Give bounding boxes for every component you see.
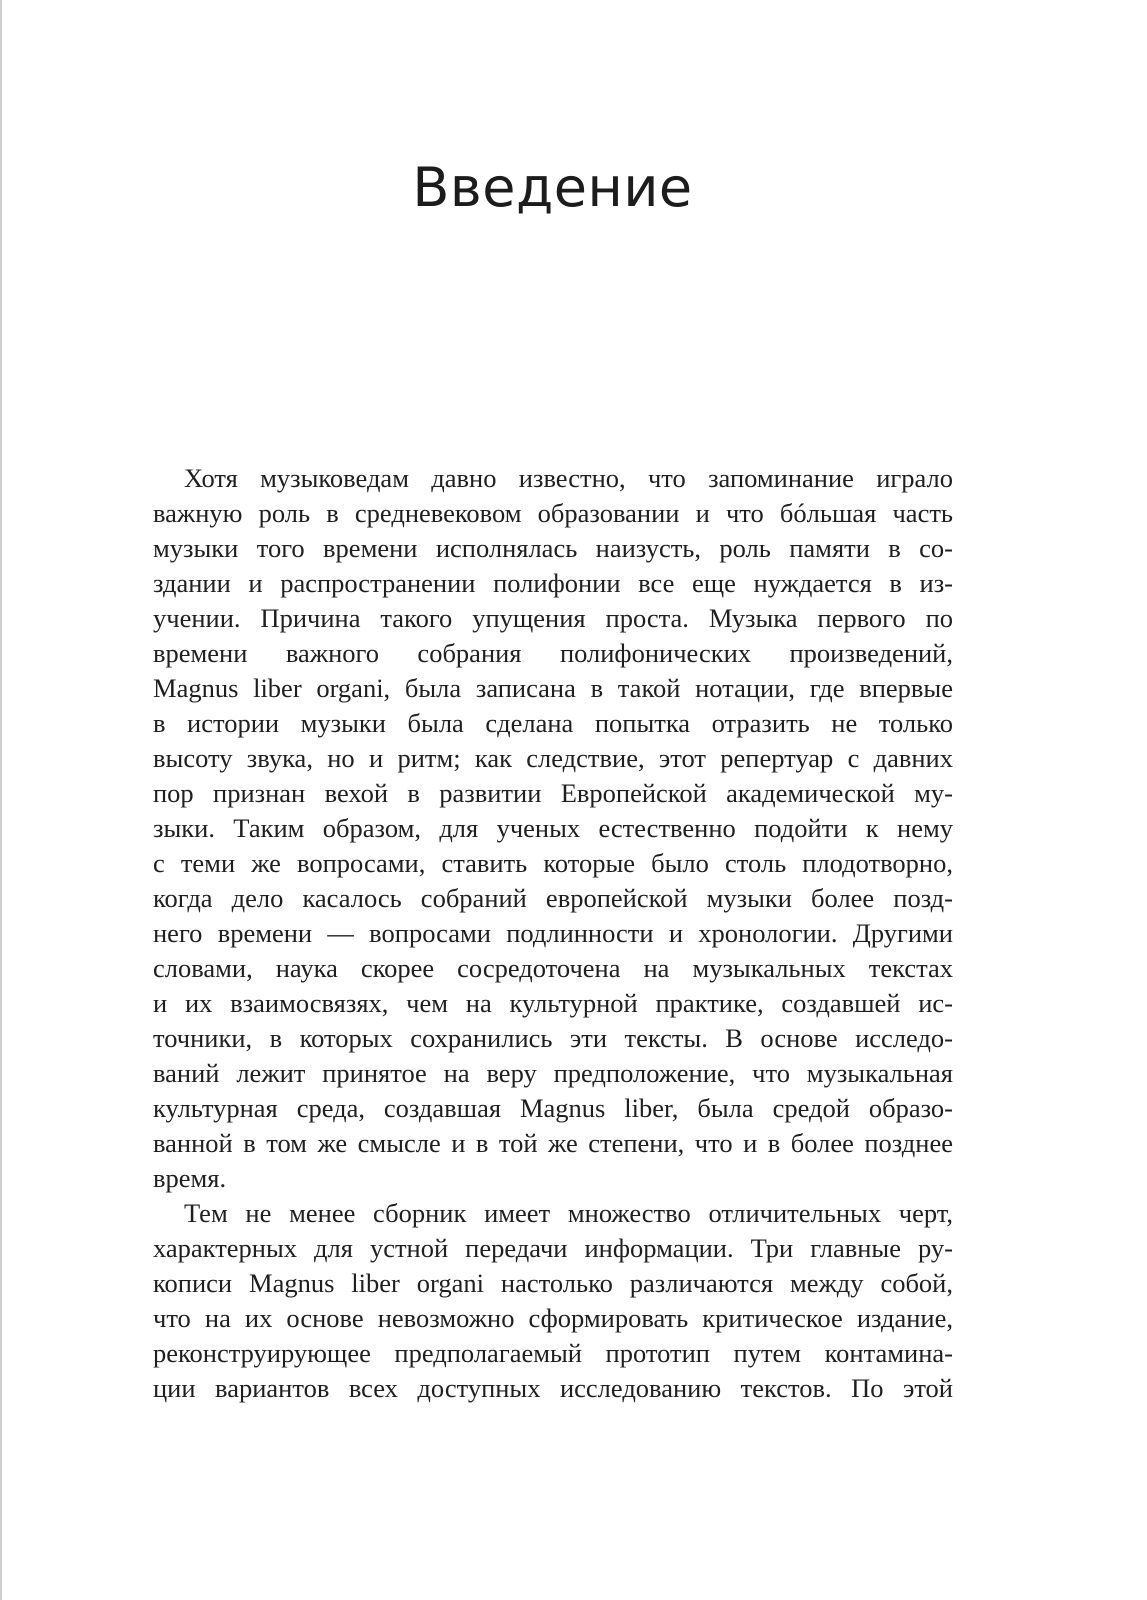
- text-line: что на их основе невозможно сформировать критическое издание,: [153, 1303, 953, 1333]
- text-line: пор признан вехой в развитии Европейской академической му-: [153, 778, 953, 808]
- text-line: времени важного собрания полифонических произведений,: [153, 638, 953, 668]
- text-line: музыки того времени исполнялась наизусть, роль памяти в со-: [153, 533, 953, 563]
- text-line: него времени — вопросами подлинности и хронологии. Другими: [153, 918, 953, 948]
- text-line: словами, наука скорее сосредоточена на музыкальных текстах: [153, 953, 953, 983]
- text-line: точники, в которых сохранились эти тексты. В основе исследо-: [153, 1023, 953, 1053]
- text-line: и их взаимосвязях, чем на культурной практике, создавшей ис-: [153, 988, 953, 1018]
- text-line: время.: [153, 1163, 227, 1193]
- paragraph-1: [153, 461, 953, 1196]
- text-line: культурная среда, создавшая Magnus liber, была средой образо-: [153, 1093, 953, 1123]
- page-edge-divider: [0, 0, 2, 1600]
- text-line: Magnus liber organi, была записана в такой нотации, где впервые: [153, 673, 953, 703]
- chapter-title: Введение: [412, 156, 693, 219]
- text-line: Хотя музыковедам давно известно, что запоминание играло: [184, 463, 953, 493]
- text-line: Тем не менее сборник имеет множество отличительных черт,: [184, 1198, 953, 1228]
- text-line: зыки. Таким образом, для ученых естественно подойти к нему: [153, 813, 953, 843]
- text-line: ваний лежит принятое на веру предположение, что музыкальная: [153, 1058, 953, 1088]
- text-line: когда дело касалось собраний европейской музыки более позд-: [153, 883, 953, 913]
- text-line: характерных для устной передачи информации. Три главные ру-: [153, 1233, 953, 1263]
- text-line: реконструирующее предполагаемый прототип путем контамина-: [153, 1338, 953, 1368]
- text-line: важную роль в средневековом образовании и что бóльшая часть: [153, 498, 953, 528]
- text-line: в истории музыки была сделана попытка отразить не только: [153, 708, 953, 738]
- paragraph-2: [153, 1196, 953, 1406]
- text-line: с теми же вопросами, ставить которые было столь плодотворно,: [153, 848, 953, 878]
- text-line: учении. Причина такого упущения проста. Музыка первого по: [153, 603, 953, 633]
- text-line: здании и распространении полифонии все еще нуждается в из-: [153, 568, 953, 598]
- text-line: ванной в том же смысле и в той же степени, что и в более позднее: [153, 1128, 953, 1158]
- text-line: ции вариантов всех доступных исследованию текстов. По этой: [153, 1373, 953, 1403]
- text-line: высоту звука, но и ритм; как следствие, этот репертуар с давних: [153, 743, 953, 773]
- body-text: [153, 461, 953, 1406]
- text-line: кописи Magnus liber organi настолько различаются между собой,: [153, 1268, 953, 1298]
